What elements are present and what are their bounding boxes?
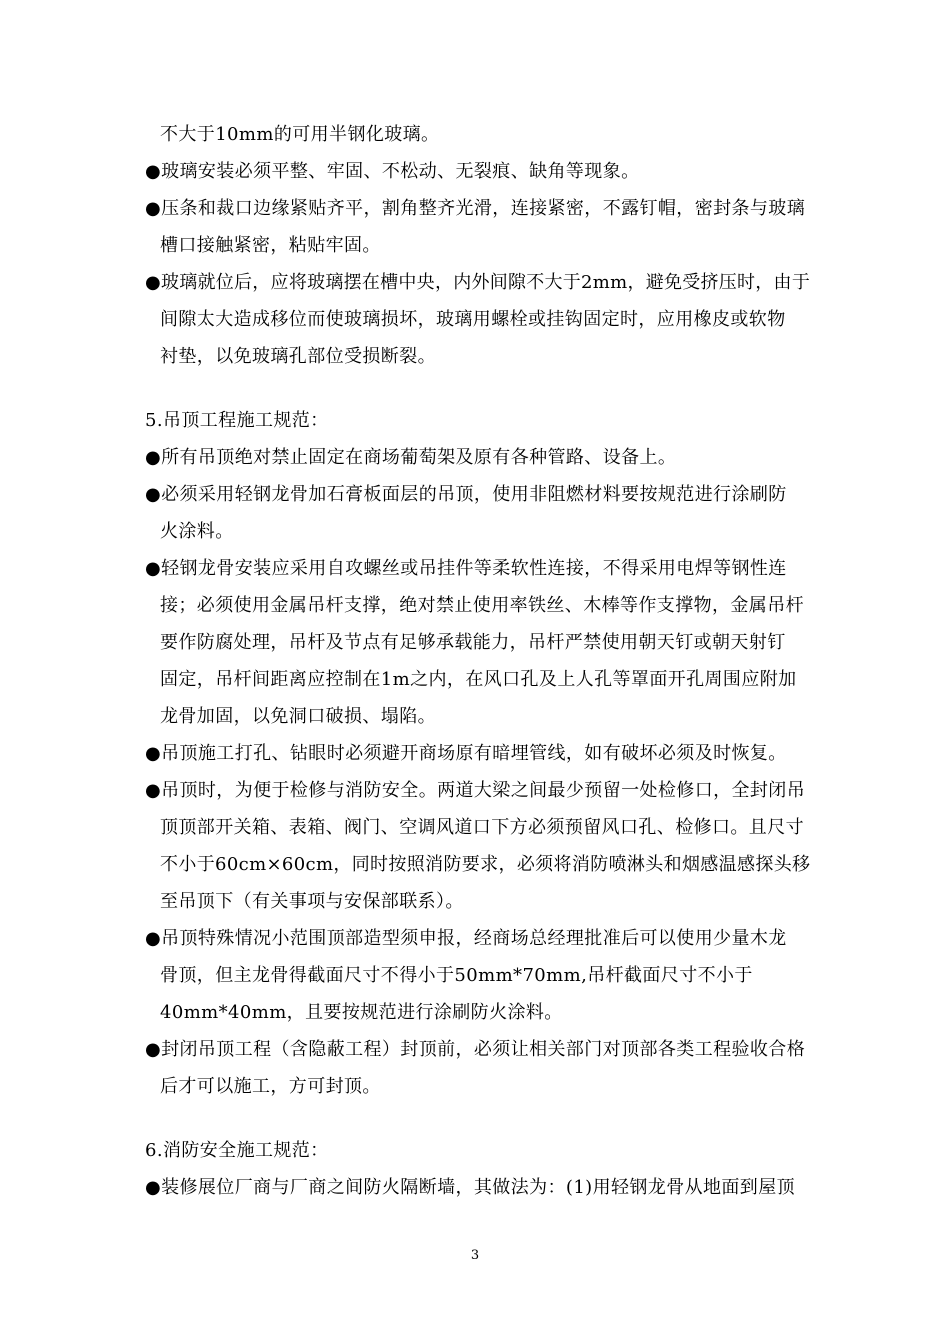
section-heading: 6.消防安全施工规范： — [145, 1140, 329, 1161]
paragraph-line: 至吊顶下（有关事项与安保部联系）。 — [160, 891, 464, 912]
bullet-item: ●必须采用轻钢龙骨加石膏板面层的吊顶，使用非阻燃材料要按规范进行涂刷防 — [145, 484, 787, 505]
paragraph-line: 火涂料。 — [160, 521, 234, 542]
paragraph-line: 不大于10mm的可用半钢化玻璃。 — [160, 124, 440, 145]
paragraph-line: 40mm*40mm，且要按规范进行涂刷防火涂料。 — [160, 1002, 563, 1023]
bullet-item: ●封闭吊顶工程（含隐蔽工程）封顶前，必须让相关部门对顶部各类工程验收合格 — [145, 1039, 806, 1060]
bullet-item: ●吊顶特殊情况小范围顶部造型须申报，经商场总经理批准后可以使用少量木龙 — [145, 928, 787, 949]
paragraph-line: 后才可以施工，方可封顶。 — [160, 1076, 381, 1097]
bullet-item: ●吊顶施工打孔、钻眼时必须避开商场原有暗埋管线，如有破坏必须及时恢复。 — [145, 743, 787, 764]
paragraph-line: 衬垫，以免玻璃孔部位受损断裂。 — [160, 346, 436, 367]
paragraph-line: 槽口接触紧密，粘贴牢固。 — [160, 235, 381, 256]
paragraph-line: 接；必须使用金属吊杆支撑，绝对禁止使用率铁丝、木棒等作支撑物，金属吊杆 — [160, 595, 804, 616]
bullet-item: ●轻钢龙骨安装应采用自攻螺丝或吊挂件等柔软性连接，不得采用电焊等钢性连 — [145, 558, 787, 579]
bullet-item: ●玻璃就位后，应将玻璃摆在槽中央，内外间隙不大于2mm，避免受挤压时，由于 — [145, 272, 811, 293]
page-number: 3 — [470, 1248, 480, 1263]
section-heading: 5.吊顶工程施工规范： — [145, 410, 329, 431]
bullet-item: ●吊顶时，为便于检修与消防安全。两道大梁之间最少预留一处检修口，全封闭吊 — [145, 780, 806, 801]
bullet-item: ●装修展位厂商与厂商之间防火隔断墙，其做法为：(1)用轻钢龙骨从地面到屋顶 — [145, 1177, 795, 1198]
paragraph-line: 顶顶部开关箱、表箱、阀门、空调风道口下方必须预留风口孔、检修口。且尺寸 — [160, 817, 804, 838]
paragraph-line: 要作防腐处理，吊杆及节点有足够承载能力，吊杆严禁使用朝天钉或朝天射钉 — [160, 632, 786, 653]
paragraph-line: 固定，吊杆间距离应控制在1m之内，在风口孔及上人孔等罩面开孔周围应附加 — [160, 669, 797, 690]
paragraph-line: 间隙太大造成移位而使玻璃损坏，玻璃用螺栓或挂钩固定时，应用橡皮或软物 — [160, 309, 786, 330]
bullet-item: ●所有吊顶绝对禁止固定在商场葡萄架及原有各种管路、设备上。 — [145, 447, 677, 468]
bullet-item: ●压条和裁口边缘紧贴齐平，割角整齐光滑，连接紧密，不露钉帽，密封条与玻璃 — [145, 198, 806, 219]
paragraph-line: 龙骨加固，以免洞口破损、塌陷。 — [160, 706, 436, 727]
paragraph-line: 骨顶，但主龙骨得截面尺寸不得小于50mm*70mm,吊杆截面尺寸不小于 — [160, 965, 753, 986]
bullet-item: ●玻璃安装必须平整、牢固、不松动、无裂痕、缺角等现象。 — [145, 161, 640, 182]
paragraph-line: 不小于60cm×60cm，同时按照消防要求，必须将消防喷淋头和烟感温感探头移 — [160, 854, 811, 875]
